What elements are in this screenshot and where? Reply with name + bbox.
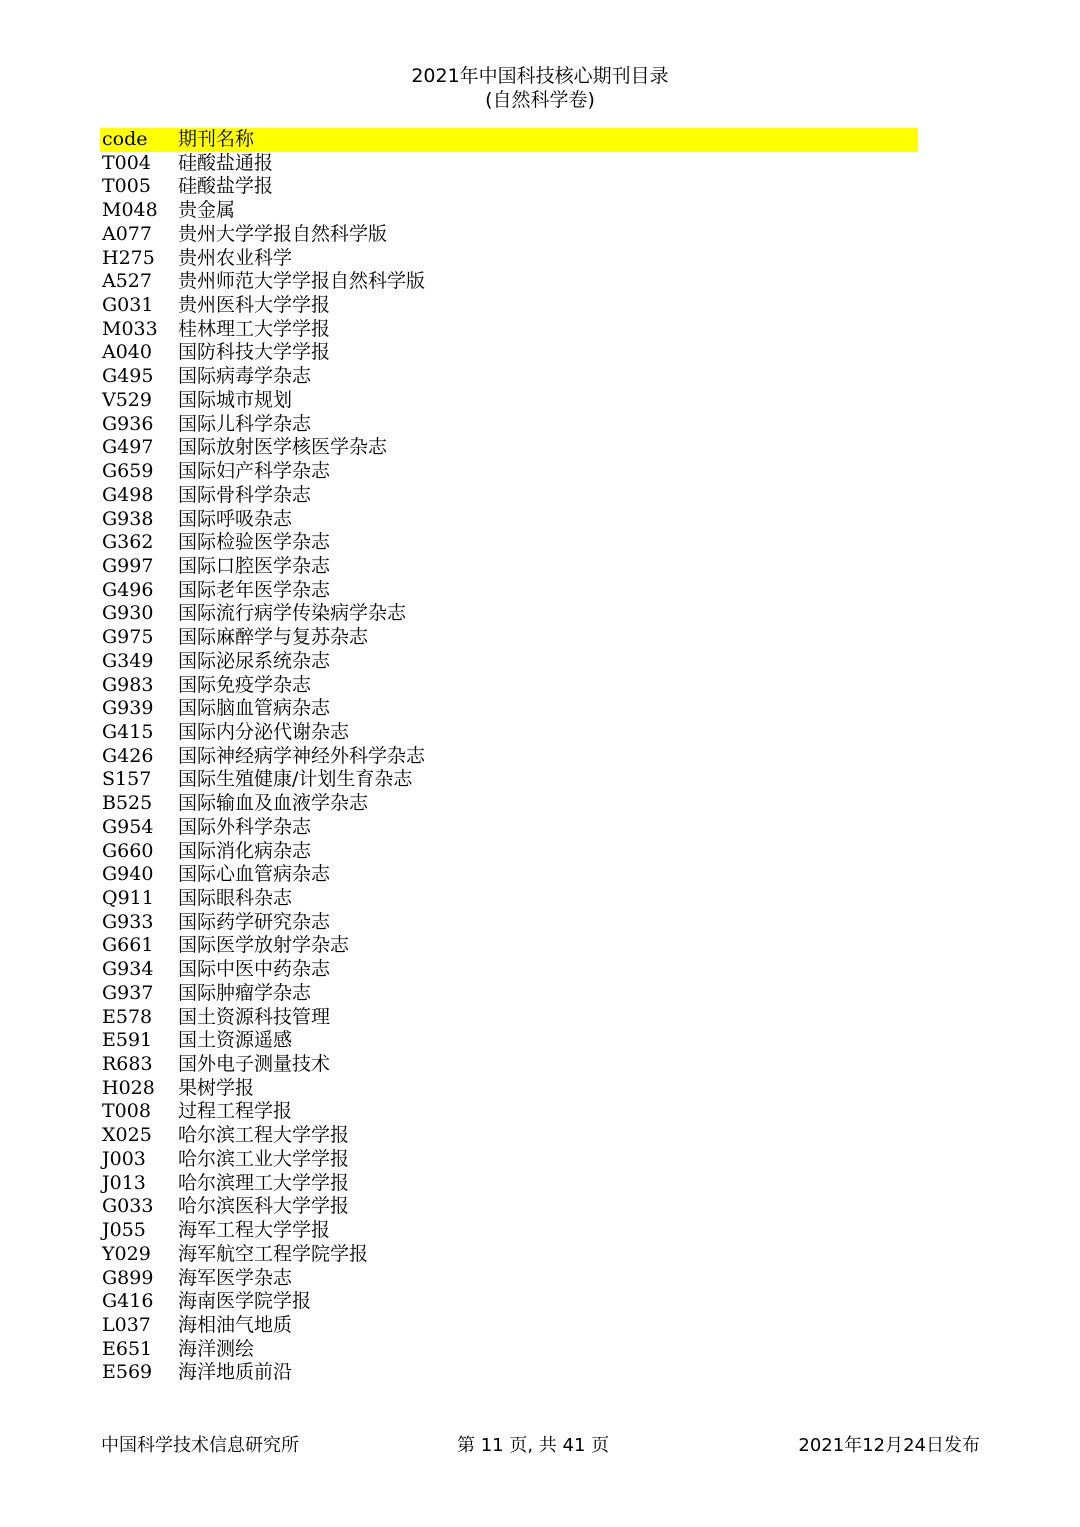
journal-code: G496 (102, 578, 154, 601)
table-row (100, 1124, 918, 1148)
journal-name: 贵州师范大学学报自然科学版 (178, 270, 426, 293)
journal-code: L037 (102, 1313, 151, 1336)
journal-name: 哈尔滨理工大学学报 (178, 1171, 350, 1194)
journal-name: 海洋测绘 (178, 1337, 255, 1360)
table-header-row (100, 128, 918, 152)
journal-name: 国际内分泌代谢杂志 (178, 720, 350, 743)
journal-code: G659 (102, 460, 154, 483)
table-row (100, 1029, 918, 1053)
journal-code: Y029 (102, 1242, 151, 1265)
journal-name: 国际检验医学杂志 (178, 531, 331, 554)
journal-code: T008 (102, 1100, 151, 1123)
table-row (100, 389, 918, 413)
journal-name: 国际口腔医学杂志 (178, 554, 331, 577)
journal-code: G362 (102, 531, 154, 554)
table-row (100, 1195, 918, 1219)
table-row (100, 650, 918, 674)
journal-name: 国际外科学杂志 (178, 815, 312, 838)
journal-code: G349 (102, 649, 154, 672)
table-row (100, 1361, 918, 1385)
table-row (100, 674, 918, 698)
document-title: 2021年中国科技核心期刊目录 (411, 65, 669, 87)
journal-name: 国际脑血管病杂志 (178, 697, 331, 720)
journal-code: R683 (102, 1053, 153, 1076)
journal-name: 国际免疫学杂志 (178, 673, 312, 696)
journal-name: 国际妇产科学杂志 (178, 460, 331, 483)
journal-name: 哈尔滨医科大学学报 (178, 1195, 350, 1218)
journal-code: G031 (102, 294, 154, 317)
table-row (100, 1053, 918, 1077)
journal-name: 海军航空工程学院学报 (178, 1242, 369, 1265)
journal-code: G498 (102, 483, 154, 506)
journal-code: G938 (102, 507, 154, 530)
document-subtitle: (自然科学卷) (485, 89, 595, 111)
journal-name: 果树学报 (178, 1076, 255, 1099)
table-row (100, 413, 918, 437)
table-row (100, 626, 918, 650)
table-row (100, 911, 918, 935)
table-row (100, 460, 918, 484)
table-row (100, 175, 918, 199)
journal-code: G899 (102, 1266, 154, 1289)
journal-name: 国际肿瘤学杂志 (178, 981, 312, 1004)
table-row (100, 1006, 918, 1030)
journal-code: S157 (102, 768, 152, 791)
table-body (100, 152, 918, 1385)
table-row (100, 1172, 918, 1196)
journal-code: G933 (102, 910, 154, 933)
journal-name: 国际泌尿系统杂志 (178, 649, 331, 672)
journal-name: 国际输血及血液学杂志 (178, 792, 369, 815)
journal-name: 国际神经病学神经外科学杂志 (178, 744, 426, 767)
table-row (100, 152, 918, 176)
table-row (100, 318, 918, 342)
journal-name: 哈尔滨工业大学学报 (178, 1147, 350, 1170)
table-row (100, 199, 918, 223)
journal-name: 桂林理工大学学报 (178, 317, 331, 340)
journal-code: G416 (102, 1290, 154, 1313)
journal-code: G997 (102, 554, 154, 577)
table-row (100, 555, 918, 579)
table-row (100, 697, 918, 721)
journal-code: V529 (102, 388, 152, 411)
journal-code: G661 (102, 934, 154, 957)
table-row (100, 792, 918, 816)
journal-code: G939 (102, 697, 154, 720)
journal-code: J055 (102, 1219, 146, 1242)
journal-name: 贵金属 (178, 199, 236, 222)
column-header-code: code (102, 128, 148, 150)
journal-name: 国际儿科学杂志 (178, 412, 312, 435)
journal-code: M033 (102, 317, 158, 340)
journal-code: G660 (102, 839, 154, 862)
table-row (100, 1148, 918, 1172)
table-row (100, 1219, 918, 1243)
journal-name: 国土资源遥感 (178, 1029, 293, 1052)
journal-name: 国际放射医学核医学杂志 (178, 436, 388, 459)
journal-code: T005 (102, 175, 151, 198)
table-row (100, 1338, 918, 1362)
journal-code: G495 (102, 365, 154, 388)
table-row (100, 1267, 918, 1291)
journal-name: 国际骨科学杂志 (178, 483, 312, 506)
journal-name: 海军医学杂志 (178, 1266, 293, 1289)
table-row (100, 508, 918, 532)
journal-name: 国际流行病学传染病学杂志 (178, 602, 407, 625)
journal-code: A040 (102, 341, 152, 364)
table-row (100, 1314, 918, 1338)
document-header (0, 64, 1080, 112)
table-row (100, 982, 918, 1006)
journal-code: G497 (102, 436, 154, 459)
journal-name: 国际病毒学杂志 (178, 365, 312, 388)
journal-name: 海南医学院学报 (178, 1290, 312, 1313)
journal-name: 哈尔滨工程大学学报 (178, 1124, 350, 1147)
journal-name: 海相油气地质 (178, 1313, 293, 1336)
table-row (100, 294, 918, 318)
journal-code: Q911 (102, 887, 154, 909)
table-row (100, 341, 918, 365)
journal-name: 贵州大学学报自然科学版 (178, 222, 388, 245)
journal-code: X025 (102, 1124, 152, 1147)
journal-code: T004 (102, 151, 151, 174)
journal-code: J003 (102, 1147, 146, 1170)
table-row (100, 768, 918, 792)
journal-code: G426 (102, 744, 154, 767)
column-header-name: 期刊名称 (178, 128, 255, 150)
journal-name: 国际心血管病杂志 (178, 863, 331, 886)
journal-name: 国际眼科杂志 (178, 887, 293, 909)
footer-page-number: 第 11 页, 共 41 页 (457, 1435, 610, 1456)
journal-code: H275 (102, 246, 155, 269)
journal-name: 国际麻醉学与复苏杂志 (178, 626, 369, 649)
journal-code: G930 (102, 602, 154, 625)
journal-code: G936 (102, 412, 154, 435)
table-row (100, 531, 918, 555)
journal-code: J013 (102, 1171, 146, 1194)
table-row (100, 436, 918, 460)
journal-code: G975 (102, 626, 154, 649)
journal-name: 国际药学研究杂志 (178, 910, 331, 933)
table-row (100, 1100, 918, 1124)
table-row (100, 1077, 918, 1101)
journal-name: 海军工程大学学报 (178, 1219, 331, 1242)
table-row (100, 887, 918, 911)
journal-name: 国际生殖健康/计划生育杂志 (178, 768, 413, 791)
journal-code: E578 (102, 1005, 153, 1028)
journal-table (100, 128, 918, 1385)
table-row (100, 863, 918, 887)
table-row (100, 484, 918, 508)
table-row (100, 602, 918, 626)
journal-code: A077 (102, 222, 152, 245)
table-row (100, 579, 918, 603)
journal-name: 国外电子测量技术 (178, 1053, 331, 1076)
journal-name: 国土资源科技管理 (178, 1005, 331, 1028)
journal-name: 贵州农业科学 (178, 246, 293, 269)
table-row (100, 365, 918, 389)
journal-code: G937 (102, 981, 154, 1004)
journal-name: 国际医学放射学杂志 (178, 934, 350, 957)
journal-name: 海洋地质前沿 (178, 1361, 293, 1384)
table-row (100, 1243, 918, 1267)
journal-name: 国际消化病杂志 (178, 839, 312, 862)
journal-code: G934 (102, 958, 154, 981)
journal-code: A527 (102, 270, 152, 293)
table-row (100, 247, 918, 271)
table-row (100, 816, 918, 840)
journal-name: 国际呼吸杂志 (178, 507, 293, 530)
table-row (100, 934, 918, 958)
journal-code: G415 (102, 720, 154, 743)
table-row (100, 840, 918, 864)
footer-publish-date: 2021年12月24日发布 (798, 1435, 980, 1456)
table-row (100, 223, 918, 247)
table-row (100, 1290, 918, 1314)
journal-name: 硅酸盐学报 (178, 175, 274, 198)
journal-name: 国际中医中药杂志 (178, 958, 331, 981)
journal-name: 国际老年医学杂志 (178, 578, 331, 601)
journal-name: 国际城市规划 (178, 388, 293, 411)
table-row (100, 958, 918, 982)
journal-code: E591 (102, 1029, 153, 1052)
journal-name: 国防科技大学学报 (178, 341, 331, 364)
table-row (100, 721, 918, 745)
table-row (100, 745, 918, 769)
journal-code: E651 (102, 1337, 153, 1360)
journal-name: 过程工程学报 (178, 1100, 293, 1123)
journal-code: G940 (102, 863, 154, 886)
journal-code: E569 (102, 1361, 153, 1384)
journal-code: G954 (102, 815, 154, 838)
journal-code: M048 (102, 199, 158, 222)
journal-code: H028 (102, 1076, 155, 1099)
journal-code: G033 (102, 1195, 154, 1218)
footer-institute: 中国科学技术信息研究所 (101, 1435, 299, 1456)
table-row (100, 270, 918, 294)
journal-code: G983 (102, 673, 154, 696)
journal-code: B525 (102, 792, 153, 815)
journal-name: 硅酸盐通报 (178, 151, 274, 174)
journal-name: 贵州医科大学学报 (178, 294, 331, 317)
